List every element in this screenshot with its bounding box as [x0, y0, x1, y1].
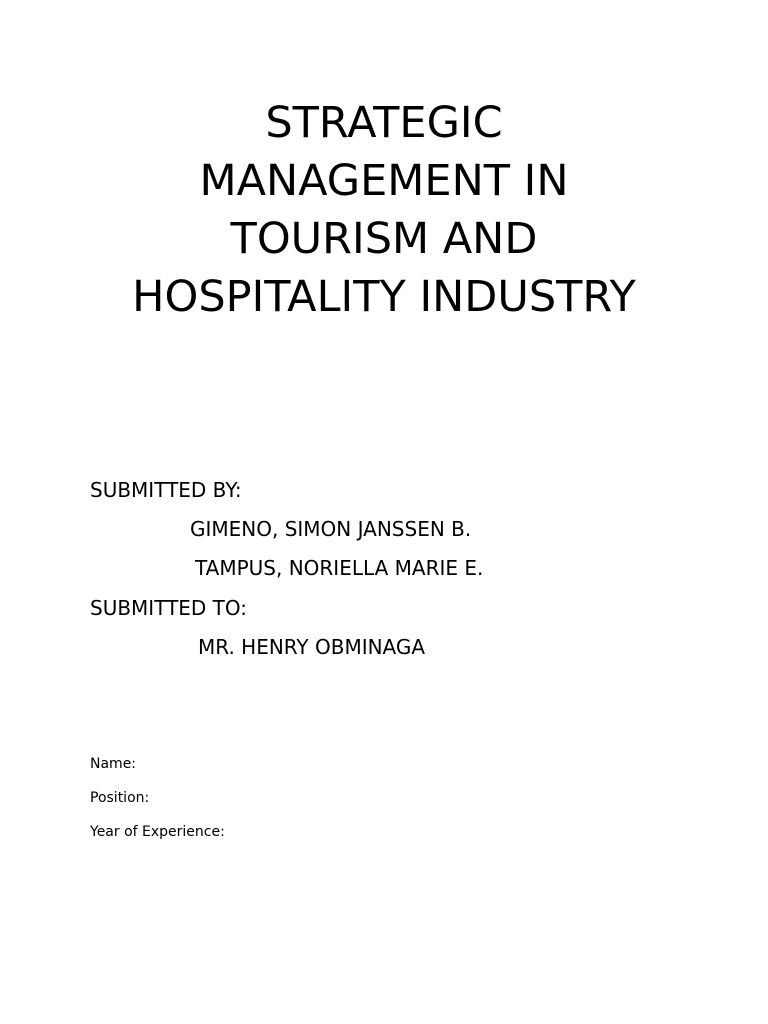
document-title — [84, 94, 684, 326]
title-line: HOSPITALITY INDUSTRY — [132, 272, 636, 322]
submitter-name: TAMPUS, NORIELLA MARIE E. — [195, 556, 484, 580]
title-line: MANAGEMENT IN — [199, 156, 569, 206]
submitter-name: GIMENO, SIMON JANSSEN B. — [190, 517, 472, 541]
submitted-to-label: SUBMITTED TO: — [90, 596, 248, 620]
name-field-label: Name: — [90, 756, 137, 772]
recipient-name: MR. HENRY OBMINAGA — [198, 635, 426, 659]
submitted-by-label: SUBMITTED BY: — [90, 478, 242, 502]
title-line: TOURISM AND — [230, 214, 538, 264]
experience-field-label: Year of Experience: — [90, 824, 225, 840]
position-field-label: Position: — [90, 790, 150, 806]
title-line: STRATEGIC — [265, 98, 503, 148]
